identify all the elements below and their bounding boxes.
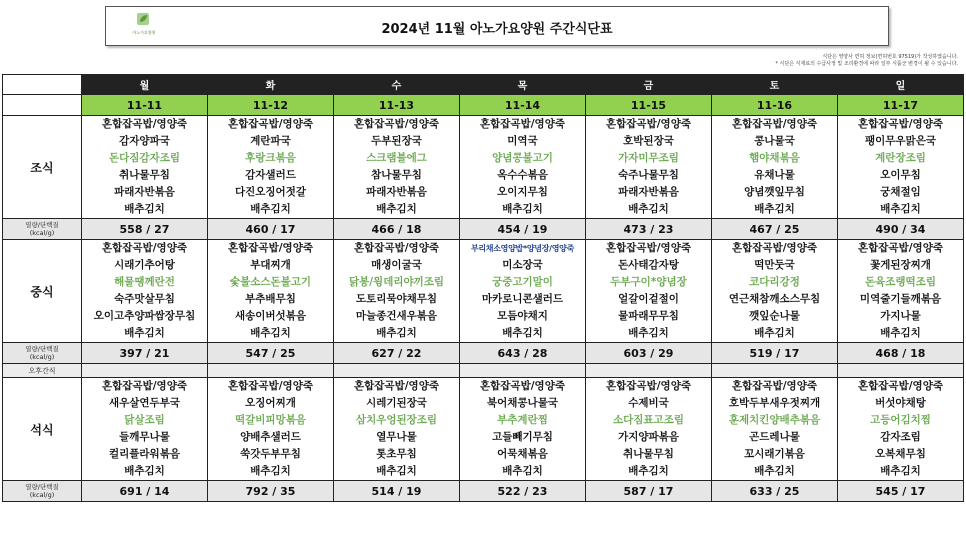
nutrition-value: 468 / 18 <box>838 343 964 364</box>
nutrition-label-unit: (kcal/g) <box>29 353 55 361</box>
menu-item: 배추김치 <box>250 203 291 215</box>
date-header-row <box>3 95 964 116</box>
menu-item: 닭살조림 <box>124 414 165 426</box>
meal-label: 중식 <box>3 240 82 343</box>
menu-item: 배추김치 <box>628 203 669 215</box>
menu-item: 배추김치 <box>250 327 291 339</box>
menu-item: 배추김치 <box>502 465 543 477</box>
nutrition-value: 514 / 19 <box>334 481 460 502</box>
nutrition-value: 691 / 14 <box>82 481 208 502</box>
menu-item: 삼치우엉된장조림 <box>355 414 438 426</box>
nutrition-value: 460 / 17 <box>208 219 334 240</box>
menu-item: 숙주나물무침 <box>618 169 679 181</box>
menu-item: 배추김치 <box>124 465 165 477</box>
menu-item: 코다리강정 <box>749 276 800 288</box>
menu-item: 매생이굴국 <box>371 259 422 271</box>
menu-cell <box>334 378 460 481</box>
menu-item: 돈사태감자탕 <box>618 259 679 271</box>
day-header: 월 <box>82 75 208 95</box>
corner-cell <box>3 95 82 116</box>
menu-item: 도토리묵야채무침 <box>355 293 438 305</box>
menu-item: 양념깻잎무침 <box>744 186 805 198</box>
menu-item: 배추김치 <box>628 327 669 339</box>
menu-item: 새우살연두부국 <box>108 397 180 409</box>
menu-item: 혼합잡곡밥/영양죽 <box>354 380 439 392</box>
menu-item: 깻잎순나물 <box>749 310 800 322</box>
menu-item: 곤드레나물 <box>749 431 800 443</box>
menu-item: 참나물무침 <box>371 169 422 181</box>
day-header: 일 <box>838 75 964 95</box>
nutrition-value: 454 / 19 <box>460 219 586 240</box>
menu-cell <box>460 378 586 481</box>
corner-cell <box>3 75 82 95</box>
menu-item: 배추김치 <box>376 465 417 477</box>
menu-item: 꼬시래기볶음 <box>744 448 805 460</box>
menu-cell <box>208 240 334 343</box>
menu-item: 부리채소영양밥*양념장/영양죽 <box>470 244 575 253</box>
snack-cell <box>460 364 586 378</box>
menu-item: 가지나물 <box>880 310 921 322</box>
menu-item: 배추김치 <box>880 327 921 339</box>
nutrition-row <box>3 219 964 240</box>
date-header: 11-11 <box>82 95 208 116</box>
menu-item: 톳초무침 <box>376 448 417 460</box>
menu-item: 팽이무우맑은국 <box>864 135 936 147</box>
menu-item: 쑥갓두부무침 <box>240 448 301 460</box>
date-header: 11-14 <box>460 95 586 116</box>
menu-item: 혼합잡곡밥/영양죽 <box>732 380 817 392</box>
menu-item: 햄야채볶음 <box>749 152 800 164</box>
menu-item: 부추배무침 <box>245 293 296 305</box>
menu-cell <box>460 240 586 343</box>
menu-item: 모듬야채지 <box>497 310 548 322</box>
note-line: * 식단은 식재료의 수급사정 및 조리환경에 따라 일부 식품군 변경이 될 수 있습니다. <box>775 61 958 67</box>
menu-item: 소다짐표고조림 <box>612 414 684 426</box>
menu-item: 미역국 <box>507 135 538 147</box>
nutrition-value: 519 / 17 <box>712 343 838 364</box>
menu-item: 닭봉/윙데리야끼조림 <box>348 276 445 288</box>
menu-item: 스크램블에그 <box>366 152 427 164</box>
menu-cell <box>712 116 838 219</box>
nutrition-label-unit: (kcal/g) <box>29 491 55 499</box>
menu-item: 고들빼기무침 <box>492 431 553 443</box>
menu-table <box>2 74 964 502</box>
menu-item: 부대찌개 <box>250 259 291 271</box>
menu-item: 감자샐러드 <box>245 169 296 181</box>
menu-item: 떡갈비피망볶음 <box>234 414 306 426</box>
menu-item: 파래자반볶음 <box>114 186 175 198</box>
snack-label: 오후간식 <box>3 364 82 378</box>
nutrition-label-line: 열량/단백질 <box>25 483 59 491</box>
menu-item: 부추계란찜 <box>497 414 548 426</box>
nutrition-value: 633 / 25 <box>712 481 838 502</box>
page-title: 2024년 11월 아노가요양원 주간식단표 <box>381 22 613 37</box>
menu-item: 배추김치 <box>124 327 165 339</box>
menu-item: 혼합잡곡밥/영양죽 <box>606 380 691 392</box>
meal-label: 석식 <box>3 378 82 481</box>
menu-item: 혼합잡곡밥/영양죽 <box>858 380 943 392</box>
nutrition-label <box>3 481 82 502</box>
menu-cell <box>586 240 712 343</box>
menu-item: 마카로니콘샐러드 <box>481 293 564 305</box>
menu-item: 호박두부새우젓찌개 <box>728 397 821 409</box>
menu-item: 떡만둣국 <box>754 259 795 271</box>
day-header: 화 <box>208 75 334 95</box>
nutrition-value: 397 / 21 <box>82 343 208 364</box>
menu-item: 얼갈이겉절이 <box>618 293 679 305</box>
menu-item: 물파래무무침 <box>618 310 679 322</box>
menu-item: 배추김치 <box>502 327 543 339</box>
nutrition-value: 490 / 34 <box>838 219 964 240</box>
menu-item: 북어채콩나물국 <box>486 397 558 409</box>
menu-item: 배추김치 <box>754 327 795 339</box>
menu-item: 오복채무침 <box>875 448 926 460</box>
menu-item: 혼합잡곡밥/영양죽 <box>228 118 313 130</box>
menu-item: 취나물무침 <box>623 448 674 460</box>
nutrition-value: 522 / 23 <box>460 481 586 502</box>
nutrition-value: 466 / 18 <box>334 219 460 240</box>
menu-cell <box>82 378 208 481</box>
menu-item: 오이지무침 <box>497 186 548 198</box>
menu-cell <box>586 116 712 219</box>
menu-item: 새송이버섯볶음 <box>234 310 306 322</box>
nutrition-value: 558 / 27 <box>82 219 208 240</box>
day-header: 금 <box>586 75 712 95</box>
menu-item: 궁중고기말이 <box>492 276 553 288</box>
nutrition-label-unit: (kcal/g) <box>29 229 55 237</box>
nutrition-value: 587 / 17 <box>586 481 712 502</box>
menu-item: 고등어김치찜 <box>870 414 931 426</box>
menu-item: 혼합잡곡밥/영양죽 <box>228 242 313 254</box>
day-header: 토 <box>712 75 838 95</box>
menu-item: 후랑크볶음 <box>245 152 296 164</box>
nutrition-value: 603 / 29 <box>586 343 712 364</box>
menu-item: 열무나물 <box>376 431 417 443</box>
menu-item: 오징어찌개 <box>245 397 296 409</box>
menu-item: 두부구이*양념장 <box>610 276 687 288</box>
nutrition-label <box>3 343 82 364</box>
menu-item: 유채나물 <box>754 169 795 181</box>
menu-item: 어묵채볶음 <box>497 448 548 460</box>
menu-item: 훈제치킨양배추볶음 <box>728 414 821 426</box>
menu-item: 두부된장국 <box>371 135 422 147</box>
nutrition-row <box>3 343 964 364</box>
menu-item: 취나물무침 <box>119 169 170 181</box>
menu-item: 배추김치 <box>754 203 795 215</box>
snack-cell <box>208 364 334 378</box>
menu-cell <box>334 116 460 219</box>
menu-item: 돈다짐감자조림 <box>108 152 180 164</box>
menu-cell <box>208 378 334 481</box>
nutrition-value: 545 / 17 <box>838 481 964 502</box>
menu-item: 파래자반볶음 <box>366 186 427 198</box>
menu-cell <box>838 116 964 219</box>
menu-item: 연근채참깨소스무침 <box>728 293 821 305</box>
menu-item: 혼합잡곡밥/영양죽 <box>354 118 439 130</box>
menu-item: 혼합잡곡밥/영양죽 <box>102 380 187 392</box>
menu-cell <box>82 116 208 219</box>
menu-item: 감자조림 <box>880 431 921 443</box>
date-header: 11-15 <box>586 95 712 116</box>
snack-cell <box>838 364 964 378</box>
logo-text: 아노가요양원 <box>132 30 156 35</box>
menu-cell <box>460 116 586 219</box>
menu-cell <box>82 240 208 343</box>
menu-item: 배추김치 <box>124 203 165 215</box>
snack-row <box>3 364 964 378</box>
date-header: 11-17 <box>838 95 964 116</box>
snack-cell <box>82 364 208 378</box>
menu-item: 궁채절임 <box>880 186 921 198</box>
menu-item: 호박된장국 <box>623 135 674 147</box>
menu-item: 가지양파볶음 <box>618 431 679 443</box>
menu-item: 컬리플라워볶음 <box>108 448 180 460</box>
menu-item: 콩나물국 <box>754 135 795 147</box>
menu-cell <box>838 378 964 481</box>
menu-item: 수제비국 <box>628 397 669 409</box>
menu-item: 시레기된장국 <box>366 397 427 409</box>
menu-item: 계란장조림 <box>875 152 926 164</box>
menu-item: 숯불소스돈불고기 <box>229 276 312 288</box>
menu-cell <box>586 378 712 481</box>
menu-item: 혼합잡곡밥/영양죽 <box>480 118 565 130</box>
menu-item: 숙주맛살무침 <box>114 293 175 305</box>
menu-cell <box>838 240 964 343</box>
notes <box>775 54 958 68</box>
menu-item: 미소장국 <box>502 259 543 271</box>
title-box <box>105 6 889 46</box>
meal-row <box>3 240 964 343</box>
nutrition-value: 473 / 23 <box>586 219 712 240</box>
menu-item: 가자미무조림 <box>618 152 679 164</box>
menu-cell <box>712 240 838 343</box>
menu-item: 혼합잡곡밥/영양죽 <box>606 242 691 254</box>
menu-item: 해물땡께란전 <box>114 276 175 288</box>
menu-item: 배추김치 <box>250 465 291 477</box>
menu-item: 배추김치 <box>880 465 921 477</box>
nutrition-value: 643 / 28 <box>460 343 586 364</box>
menu-item: 배추김치 <box>880 203 921 215</box>
menu-item: 배추김치 <box>376 327 417 339</box>
menu-item: 혼합잡곡밥/영양죽 <box>606 118 691 130</box>
menu-item: 혼합잡곡밥/영양죽 <box>858 118 943 130</box>
snack-cell <box>586 364 712 378</box>
menu-item: 혼합잡곡밥/영양죽 <box>102 118 187 130</box>
menu-item: 혼합잡곡밥/영양죽 <box>732 242 817 254</box>
nutrition-value: 627 / 22 <box>334 343 460 364</box>
menu-item: 오이고추양파쌈장무침 <box>93 310 196 322</box>
menu-item: 미역줄기들깨볶음 <box>859 293 942 305</box>
menu-item: 옥수수볶음 <box>497 169 548 181</box>
menu-item: 오이무침 <box>880 169 921 181</box>
menu-item: 혼합잡곡밥/영양죽 <box>354 242 439 254</box>
menu-item: 혼합잡곡밥/영양죽 <box>858 242 943 254</box>
day-header: 목 <box>460 75 586 95</box>
menu-item: 감자양파국 <box>119 135 170 147</box>
nutrition-value: 467 / 25 <box>712 219 838 240</box>
day-header: 수 <box>334 75 460 95</box>
nutrition-label <box>3 219 82 240</box>
date-header: 11-12 <box>208 95 334 116</box>
menu-cell <box>334 240 460 343</box>
meal-label: 조식 <box>3 116 82 219</box>
menu-cell <box>208 116 334 219</box>
date-header: 11-13 <box>334 95 460 116</box>
menu-item: 배추김치 <box>376 203 417 215</box>
date-header: 11-16 <box>712 95 838 116</box>
note-line: 식단은 영양사 면허 정보(면허번호 97519)가 작성하였습니다. <box>822 54 958 60</box>
menu-item: 돈육조랭떡조림 <box>864 276 936 288</box>
menu-cell <box>712 378 838 481</box>
menu-item: 혼합잡곡밥/영양죽 <box>228 380 313 392</box>
nutrition-label-line: 열량/단백질 <box>25 221 59 229</box>
menu-item: 양념콩불고기 <box>492 152 553 164</box>
nutrition-row <box>3 481 964 502</box>
menu-item: 마늘종건새우볶음 <box>355 310 438 322</box>
snack-cell <box>712 364 838 378</box>
menu-item: 배추김치 <box>502 203 543 215</box>
menu-item: 혼합잡곡밥/영양죽 <box>102 242 187 254</box>
menu-item: 들깨무나물 <box>119 431 170 443</box>
nutrition-value: 792 / 35 <box>208 481 334 502</box>
menu-item: 다진오징어젓갈 <box>234 186 306 198</box>
menu-item: 계란파국 <box>250 135 291 147</box>
menu-item: 혼합잡곡밥/영양죽 <box>480 380 565 392</box>
menu-item: 파래자반볶음 <box>618 186 679 198</box>
day-header-row <box>3 75 964 95</box>
menu-item: 배추김치 <box>628 465 669 477</box>
menu-item: 배추김치 <box>754 465 795 477</box>
nutrition-value: 547 / 25 <box>208 343 334 364</box>
menu-item: 시래기추어탕 <box>114 259 175 271</box>
nutrition-label-line: 열량/단백질 <box>25 345 59 353</box>
meal-row <box>3 116 964 219</box>
menu-item: 양배추샐러드 <box>240 431 301 443</box>
meal-row <box>3 378 964 481</box>
menu-item: 꽃게된장찌개 <box>870 259 931 271</box>
menu-item: 혼합잡곡밥/영양죽 <box>732 118 817 130</box>
menu-item: 버섯야채탕 <box>875 397 926 409</box>
snack-cell <box>334 364 460 378</box>
